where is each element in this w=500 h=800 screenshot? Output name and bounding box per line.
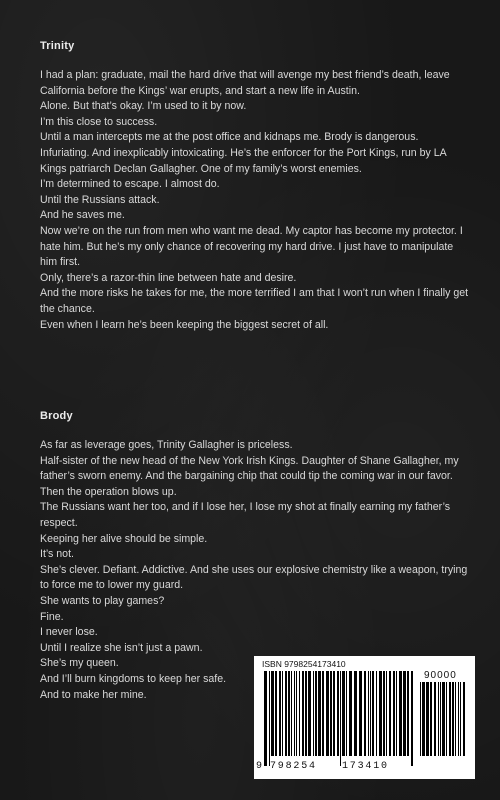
- blurb-paragraph: Until I realize she isn’t just a pawn.: [40, 641, 203, 654]
- blurb-paragraph: Fine.: [40, 610, 64, 623]
- blurb-paragraph: I’m this close to success.: [40, 115, 158, 128]
- section-heading: Brody: [40, 410, 73, 422]
- isbn-label: ISBN 9798254173410: [262, 659, 346, 669]
- blurb-paragraph: She’s clever. Defiant. Addictive. And she uses our explosive chemistry like a weapon, trying to force me to lower my guard.: [40, 563, 468, 592]
- barcode-bars: [264, 671, 414, 766]
- isbn-barcode: [254, 656, 475, 779]
- blurb-paragraph: And to make her mine.: [40, 688, 147, 701]
- section-heading: Trinity: [40, 40, 75, 52]
- barcode-addon-code: 90000: [424, 670, 457, 681]
- blurb-paragraph: And the more risks he takes for me, the more terrified I am that I won’t run when I finally get the chance.: [40, 287, 469, 315]
- barcode-digit-group-left: 798254: [270, 761, 317, 772]
- blurb-paragraph: And I’ll burn kingdoms to keep her safe.: [40, 672, 227, 685]
- barcode-addon-bars: [420, 682, 468, 766]
- blurb-paragraph: Until a man intercepts me at the post office and kidnaps me. Brody is dangerous. Infuriating. And inexplicably intoxicating. He’s the enforcer for the Port Kings, run by LA Kings patriarch Declan Gallagher. One of my family’s worst enemies.: [40, 131, 447, 175]
- blurb-paragraph: Until the Russians attack.: [40, 193, 160, 206]
- blurb-paragraph: Then the operation blows up.: [40, 485, 177, 498]
- barcode-digit-first: 9: [256, 761, 263, 772]
- barcode-digit-group-right: 173410: [342, 761, 389, 772]
- blurb-paragraph: The Russians want her too, and if I lose her, I lose my shot at finally earning my father’s respect.: [40, 501, 451, 529]
- blurb-section-trinity: [40, 40, 470, 333]
- blurb-paragraph: And he saves me.: [40, 209, 125, 222]
- blurb-paragraph: I’m determined to escape. I almost do.: [40, 178, 220, 191]
- blurb-paragraph: Even when I learn he’s been keeping the biggest secret of all.: [40, 318, 329, 331]
- blurb-paragraph: I had a plan: graduate, mail the hard drive that will avenge my best friend’s death, leave California before the Kings’ war erupts, and start a new life in Austin.: [40, 69, 450, 97]
- blurb-paragraph: Alone. But that’s okay. I’m used to it by now.: [40, 100, 247, 113]
- blurb-paragraph: She’s my queen.: [40, 657, 119, 670]
- blurb-paragraph: Half-sister of the new head of the New York Irish Kings. Daughter of Shane Gallagher, my father’s sworn enemy. And the bargaining chip that could tip the coming war in our favor.: [40, 454, 459, 483]
- blurb-paragraph: As far as leverage goes, Trinity Gallagher is priceless.: [40, 439, 293, 451]
- blurb-paragraph: Only, there’s a razor-thin line between hate and desire.: [40, 271, 297, 284]
- blurb-paragraph: She wants to play games?: [40, 594, 165, 607]
- blurb-paragraph: Keeping her alive should be simple.: [40, 532, 208, 545]
- blurb-paragraph: It’s not.: [40, 548, 74, 561]
- blurb-paragraph: Now we’re on the run from men who want me dead. My captor has become my protector. I hate him. But he’s my only chance of recovering my hard drive. I just have to manipulate him first.: [40, 224, 463, 269]
- blurb-paragraph: I never lose.: [40, 626, 98, 639]
